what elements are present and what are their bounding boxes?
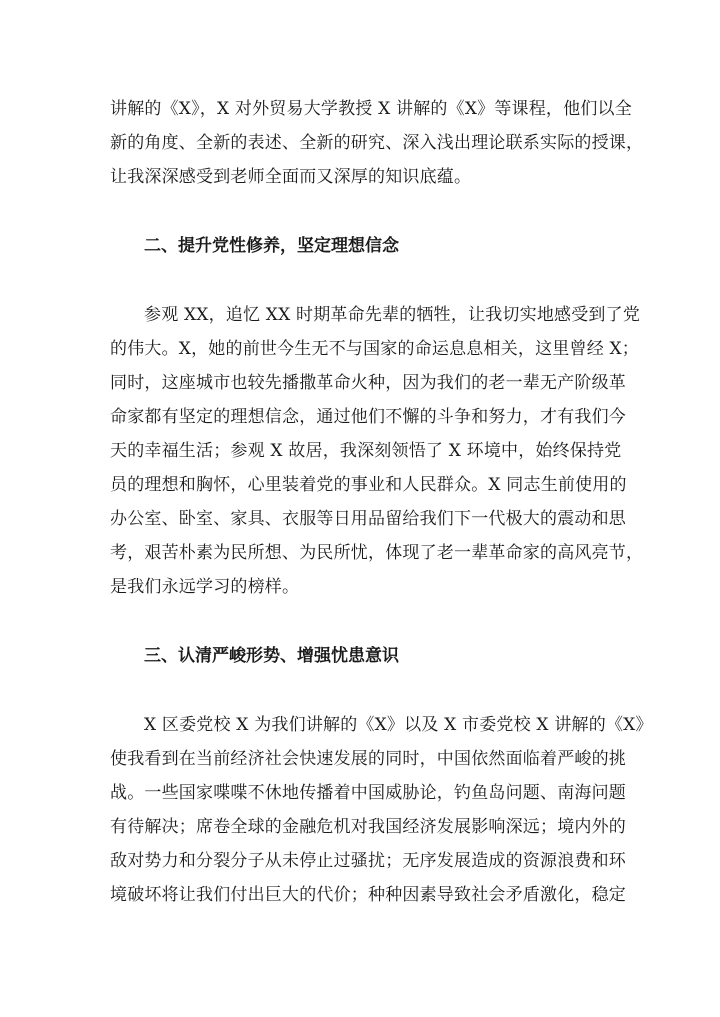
text-line: 命家都有坚定的理想信念，通过他们不懈的斗争和努力，才有我们今	[110, 407, 626, 427]
text-line: 使我看到在当前经济社会快速发展的同时，中国依然面临着严峻的挑	[110, 749, 626, 769]
spacer	[110, 194, 620, 229]
text-line: 办公室、卧室、家具、衣服等日用品留给我们下一代极大的震动和思	[110, 509, 626, 529]
text-line: 有待解决；席卷全球的金融危机对我国经济发展影响深远；境内外的	[110, 817, 626, 837]
spacer	[110, 604, 620, 639]
text-line: 新的角度、全新的表述、全新的研究、深入浅出理论联系实际的授课，	[110, 133, 644, 153]
section-heading-2: 二、提升党性修养，坚定理想信念	[144, 236, 399, 256]
spacer	[110, 263, 620, 298]
text-line: 员的理想和胸怀，心里装着党的事业和人民群众。X 同志生前使用的	[110, 475, 627, 495]
section-heading-3: 三、认清严峻形势、增强忧患意识	[144, 646, 399, 666]
text-line: 战。一些国家喋喋不休地传播着中国威胁论，钓鱼岛问题、南海问题	[110, 783, 626, 803]
text-line: 天的幸福生活；参观 X 故居，我深刻领悟了 X 环境中，始终保持党	[110, 441, 622, 461]
text-line: 讲解的《X》，X 对外贸易大学教授 X 讲解的《X》等课程，他们以全	[110, 99, 632, 119]
text-line: 考，艰苦朴素为民所想、为民所忧，体现了老一辈革命家的高风亮节，	[110, 543, 644, 563]
paragraph-1	[110, 92, 644, 194]
text-line: 敌对势力和分裂分子从未停止过骚扰；无序发展造成的资源浪费和环	[110, 851, 626, 871]
text-line: X 区委党校 X 为我们讲解的《X》以及 X 市委党校 X 讲解的《X》	[144, 715, 653, 735]
text-line: 让我深深感受到老师全面而又深厚的知识底蕴。	[110, 167, 472, 187]
spacer	[110, 673, 620, 708]
text-line: 境破坏将让我们付出巨大的代价；种种因素导致社会矛盾激化，稳定	[110, 885, 626, 905]
text-line: 的伟大。X，她的前世今生无不与国家的命运息息相关，这里曾经 X；	[110, 339, 640, 359]
text-line: 参观 XX，追忆 XX 时期革命先辈的牺牲，让我切实地感受到了党	[144, 305, 641, 325]
text-line: 同时，这座城市也较先播撒革命火种，因为我们的老一辈无产阶级革	[110, 373, 626, 393]
paragraph-3	[110, 708, 653, 912]
text-line: 是我们永远学习的榜样。	[110, 577, 300, 597]
document-page	[110, 92, 653, 912]
paragraph-2	[110, 298, 644, 604]
